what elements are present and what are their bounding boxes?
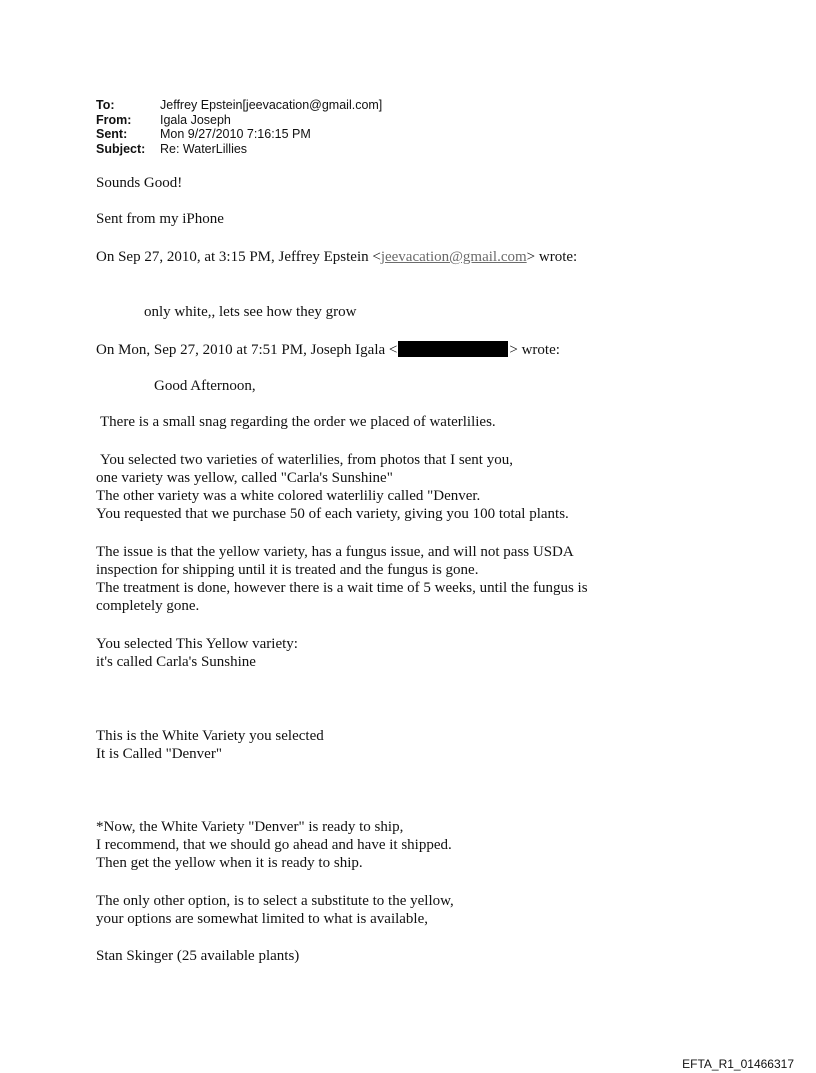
snag-text: There is a small snag regarding the order we placed of waterlilies. bbox=[100, 414, 496, 430]
quote-header-2 bbox=[96, 341, 560, 359]
body-line: I recommend, that we should go ahead and have it shipped. bbox=[96, 837, 452, 853]
subject-value: Re: WaterLillies bbox=[160, 141, 248, 156]
email-link[interactable]: jeevacation@gmail.com bbox=[380, 249, 527, 265]
subject-label: Subject: bbox=[96, 141, 146, 156]
quote-header-1 bbox=[96, 248, 577, 266]
body-line: The other variety was a white colored waterliliy called "Denver. bbox=[96, 488, 481, 504]
body-line: one variety was yellow, called "Carla's Sunshine" bbox=[96, 470, 393, 486]
body-line: You selected This Yellow variety: bbox=[96, 636, 298, 652]
to-label: To: bbox=[96, 98, 115, 112]
body-line: It is Called "Denver" bbox=[96, 746, 222, 762]
to-value: Jeffrey Epstein[jeevacation@gmail.com] bbox=[160, 98, 383, 112]
redaction-block bbox=[398, 341, 508, 357]
quote2-prefix: On Mon, Sep 27, 2010 at 7:51 PM, Joseph Igala < bbox=[96, 342, 398, 358]
sent-label: Sent: bbox=[96, 127, 128, 141]
quote1-suffix: > wrote: bbox=[526, 249, 578, 265]
body-line: You requested that we purchase 50 of each variety, giving you 100 total plants. bbox=[96, 506, 569, 522]
body-line: *Now, the White Variety "Denver" is ready to ship, bbox=[96, 819, 404, 835]
body-line: The issue is that the yellow variety, has a fungus issue, and will not pass USDA bbox=[96, 544, 574, 560]
email-header bbox=[96, 98, 382, 156]
body-line: This is the White Variety you selected bbox=[96, 728, 324, 744]
from-value: Igala Joseph bbox=[160, 112, 231, 127]
body-line: The treatment is done, however there is a wait time of 5 weeks, until the fungus is bbox=[96, 580, 588, 596]
body-line: You selected two varieties of waterlilies, from photos that I sent you, bbox=[100, 452, 513, 468]
quote2-suffix: > wrote: bbox=[509, 342, 560, 358]
salutation: Good Afternoon, bbox=[154, 378, 256, 394]
sent-row bbox=[96, 127, 382, 142]
from-row bbox=[96, 113, 382, 128]
body-line: completely gone. bbox=[96, 598, 200, 614]
subject-row bbox=[96, 142, 382, 157]
greeting: Sounds Good! bbox=[96, 175, 183, 191]
from-label: From: bbox=[96, 112, 132, 127]
body-line: Then get the yellow when it is ready to ship. bbox=[96, 855, 363, 871]
sent-value: Mon 9/27/2010 7:16:15 PM bbox=[160, 127, 311, 141]
body-line: your options are somewhat limited to what is available, bbox=[96, 911, 429, 927]
body-line: inspection for shipping until it is treated and the fungus is gone. bbox=[96, 562, 479, 578]
document-id: EFTA_R1_01466317 bbox=[682, 1057, 794, 1071]
substitute-option: Stan Skinger (25 available plants) bbox=[96, 948, 300, 964]
body-line: The only other option, is to select a substitute to the yellow, bbox=[96, 893, 454, 909]
reply-text: only white,, lets see how they grow bbox=[144, 304, 357, 320]
to-row bbox=[96, 98, 382, 113]
body-line: it's called Carla's Sunshine bbox=[96, 654, 256, 670]
signature: Sent from my iPhone bbox=[96, 211, 224, 227]
quote1-prefix: On Sep 27, 2010, at 3:15 PM, Jeffrey Epstein < bbox=[96, 249, 381, 265]
